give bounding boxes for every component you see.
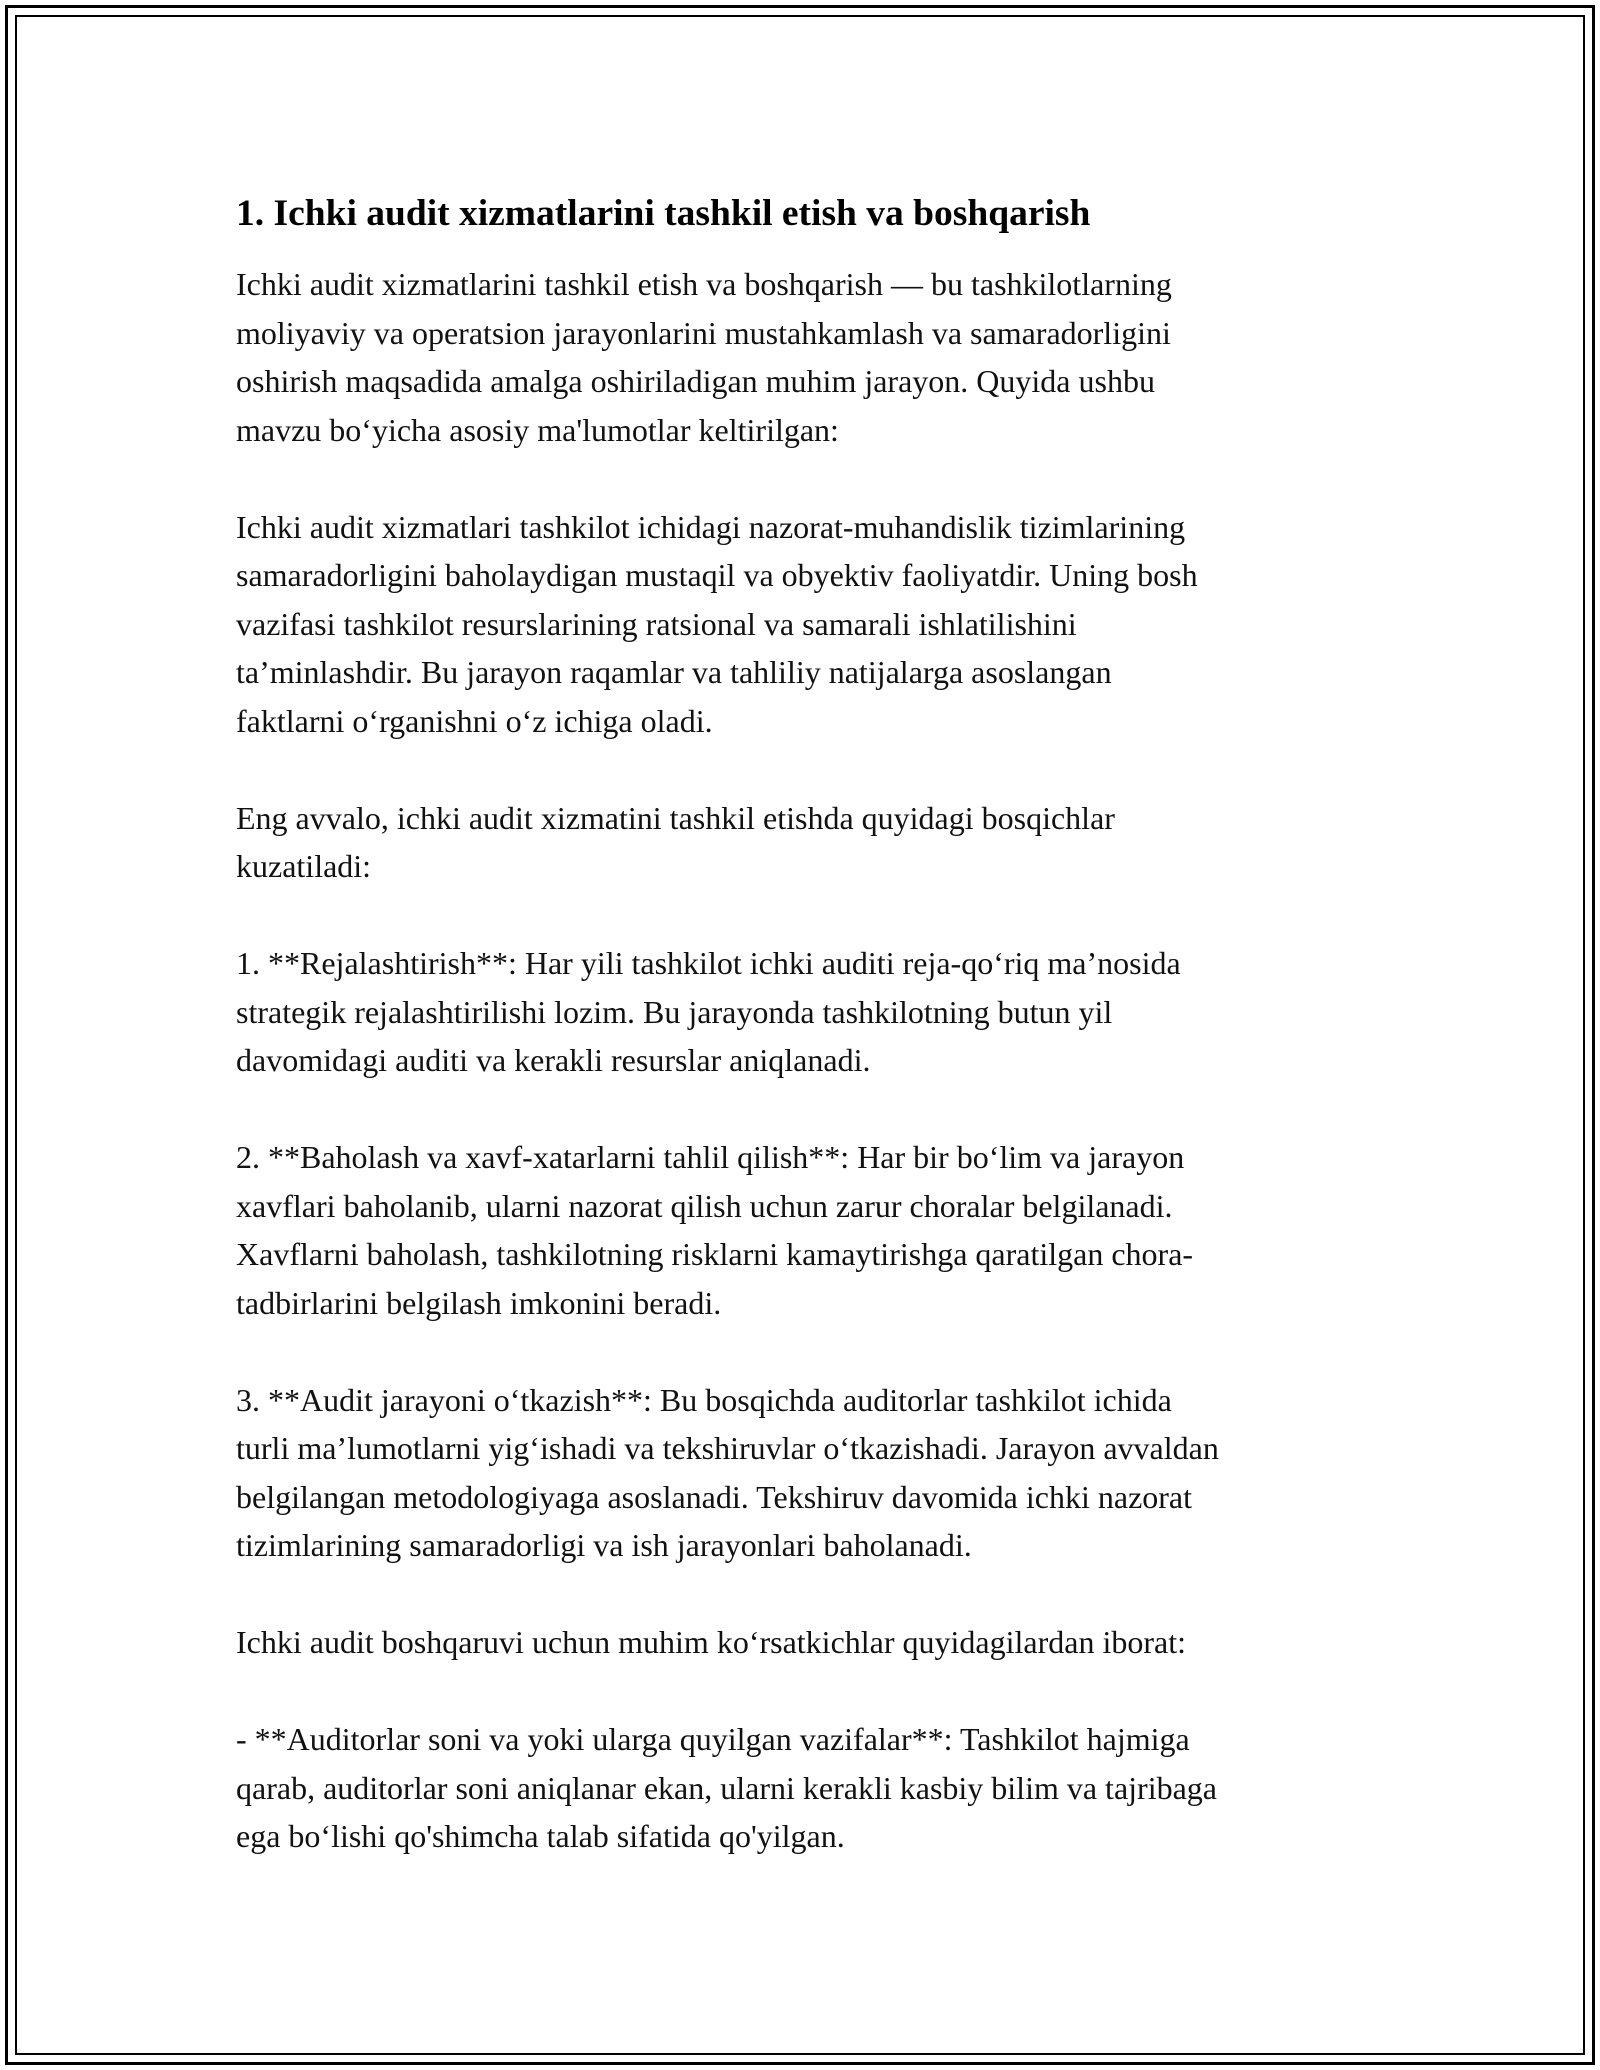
- indicator-auditors-paragraph: - **Auditorlar soni va yoki ularga quyilgan vazifalar**: Tashkilot hajmiga qarab, auditorlar soni aniqlanar ekan, ularni kerakli kasbiy bilim va tajribaga ega bo‘lishi qo'shimcha talab sifatida qo'yilgan.: [236, 1721, 1217, 1854]
- intro-paragraph: Ichki audit xizmatlarini tashkil etish va boshqarish — bu tashkilotlarning moliyaviy va operatsion jarayonlarini mustahkamlash va samaradorligini oshirish maqsadida amalga oshiriladigan muhim jarayon. Quyida ushbu mavzu bo‘yicha asosiy ma'lumotlar keltirilgan:: [236, 266, 1172, 448]
- stage-2-paragraph: 2. **Baholash va xavf-xatarlarni tahlil qilish**: Har bir bo‘lim va jarayon xavflari baholanib, ularni nazorat qilish uchun zarur choralar belgilanadi. Xavflarni baholash, tashkilotning risklarni kamaytirishga qaratilgan chora- tadbirlarini belgilash imkonini beradi.: [236, 1139, 1194, 1321]
- section-heading: 1. Ichki audit xizmatlarini tashkil etish va boshqarish: [236, 193, 1091, 234]
- stage-1-paragraph: 1. **Rejalashtirish**: Har yili tashkilot ichki auditi reja-qo‘riq ma’nosida strategik rejalashtirilishi lozim. Bu jarayonda tashkilotning butun yil davomidagi auditi va kerakli resurslar aniqlanadi.: [236, 945, 1181, 1078]
- stage-3-paragraph: 3. **Audit jarayoni o‘tkazish**: Bu bosqichda auditorlar tashkilot ichida turli ma’lumotlarni yig‘ishadi va tekshiruvlar o‘tkazishadi. Jarayon avvaldan belgilangan metodologiyaga asoslanadi. Tekshiruv davomida ichki nazorat tizimlarining samaradorligi va ish jarayonlari baholanadi.: [236, 1381, 1219, 1563]
- document-body: [236, 190, 1376, 1909]
- indicators-intro-paragraph: Ichki audit boshqaruvi uchun muhim ko‘rsatkichlar quyidagilardan iborat:: [236, 1624, 1186, 1660]
- definition-paragraph: Ichki audit xizmatlari tashkilot ichidagi nazorat-muhandislik tizimlarining samaradorligini baholaydigan mustaqil va obyektiv faoliyatdir. Uning bosh vazifasi tashkilot resurslarining ratsional va samarali ishlatilishini ta’minlashdir. Bu jarayon raqamlar va tahliliy natijalarga asoslangan faktlarni o‘rganishni o‘z ichiga oladi.: [236, 508, 1198, 739]
- stages-intro-paragraph: Eng avvalo, ichki audit xizmatini tashkil etishda quyidagi bosqichlar kuzatiladi:: [236, 799, 1115, 884]
